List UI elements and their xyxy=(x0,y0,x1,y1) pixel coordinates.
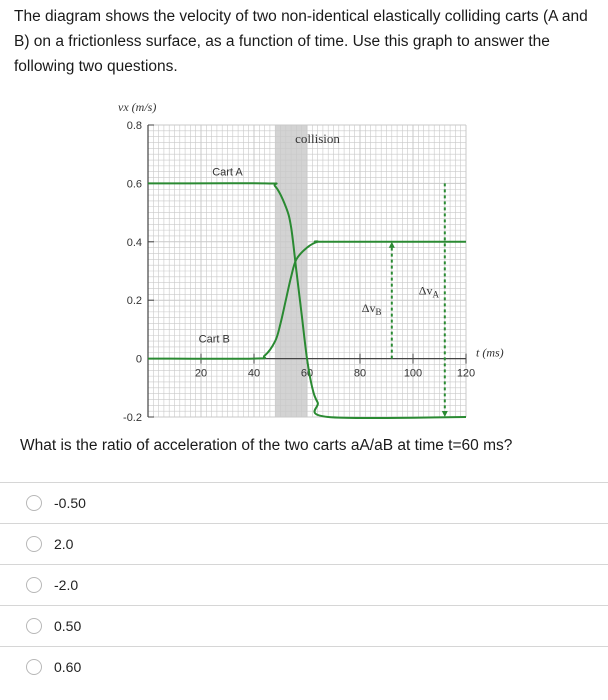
x-tick-label: 80 xyxy=(353,367,367,380)
y-axis-label: vx (m/s) xyxy=(118,100,157,114)
delta-va-main: Δv xyxy=(418,283,433,298)
x-tick-label: 60 xyxy=(300,367,314,380)
x-tick-label: 100 xyxy=(403,367,423,380)
option-3[interactable] xyxy=(0,564,608,605)
velocity-chart xyxy=(0,90,608,430)
radio-button[interactable] xyxy=(26,536,42,552)
x-tick-label: 20 xyxy=(194,367,208,380)
radio-button[interactable] xyxy=(26,495,42,511)
x-tick-label: 120 xyxy=(456,367,476,380)
option-4[interactable] xyxy=(0,605,608,646)
option-label: -0.50 xyxy=(54,495,86,511)
option-label: 2.0 xyxy=(54,536,74,552)
collision-label: collision xyxy=(295,131,340,146)
x-axis-label: t (ms) xyxy=(476,345,504,360)
intro-text: The diagram shows the velocity of two non-identical elastically colliding carts (A and B) on a frictionless surface, as a function of time. Use this graph to answer the following two questions. xyxy=(14,8,588,75)
option-1[interactable] xyxy=(0,482,608,523)
radio-button[interactable] xyxy=(26,659,42,675)
option-label: 0.60 xyxy=(54,659,82,675)
cart-b-label: Cart B xyxy=(198,333,230,346)
option-2[interactable] xyxy=(0,523,608,564)
radio-button[interactable] xyxy=(26,577,42,593)
delta-vb-sub: B xyxy=(375,306,382,317)
y-tick-label: 0 xyxy=(135,353,142,366)
delta-vb-main: Δv xyxy=(361,300,376,315)
y-tick-label: 0.6 xyxy=(126,178,142,191)
y-tick-label: 0.8 xyxy=(126,120,142,132)
y-tick-label: 0.2 xyxy=(126,295,142,308)
velocity-chart-svg xyxy=(0,90,608,430)
option-5[interactable] xyxy=(0,646,608,687)
delta-va-label xyxy=(419,283,440,299)
answer-options xyxy=(0,482,608,687)
y-tick-label: 0.4 xyxy=(126,236,142,249)
y-tick-label: -0.2 xyxy=(123,412,142,424)
delta-va-sub: A xyxy=(432,289,440,300)
delta-vb-label xyxy=(362,301,382,317)
question-text: What is the ratio of acceleration of the two carts aA/aB at time t=60 ms? xyxy=(20,437,513,454)
option-label: -2.0 xyxy=(54,577,79,593)
option-label: 0.50 xyxy=(54,618,82,634)
radio-button[interactable] xyxy=(26,618,42,634)
x-tick-label: 40 xyxy=(247,367,261,380)
cart-a-label: Cart A xyxy=(212,166,243,179)
delta-va-arrowhead xyxy=(442,411,448,417)
